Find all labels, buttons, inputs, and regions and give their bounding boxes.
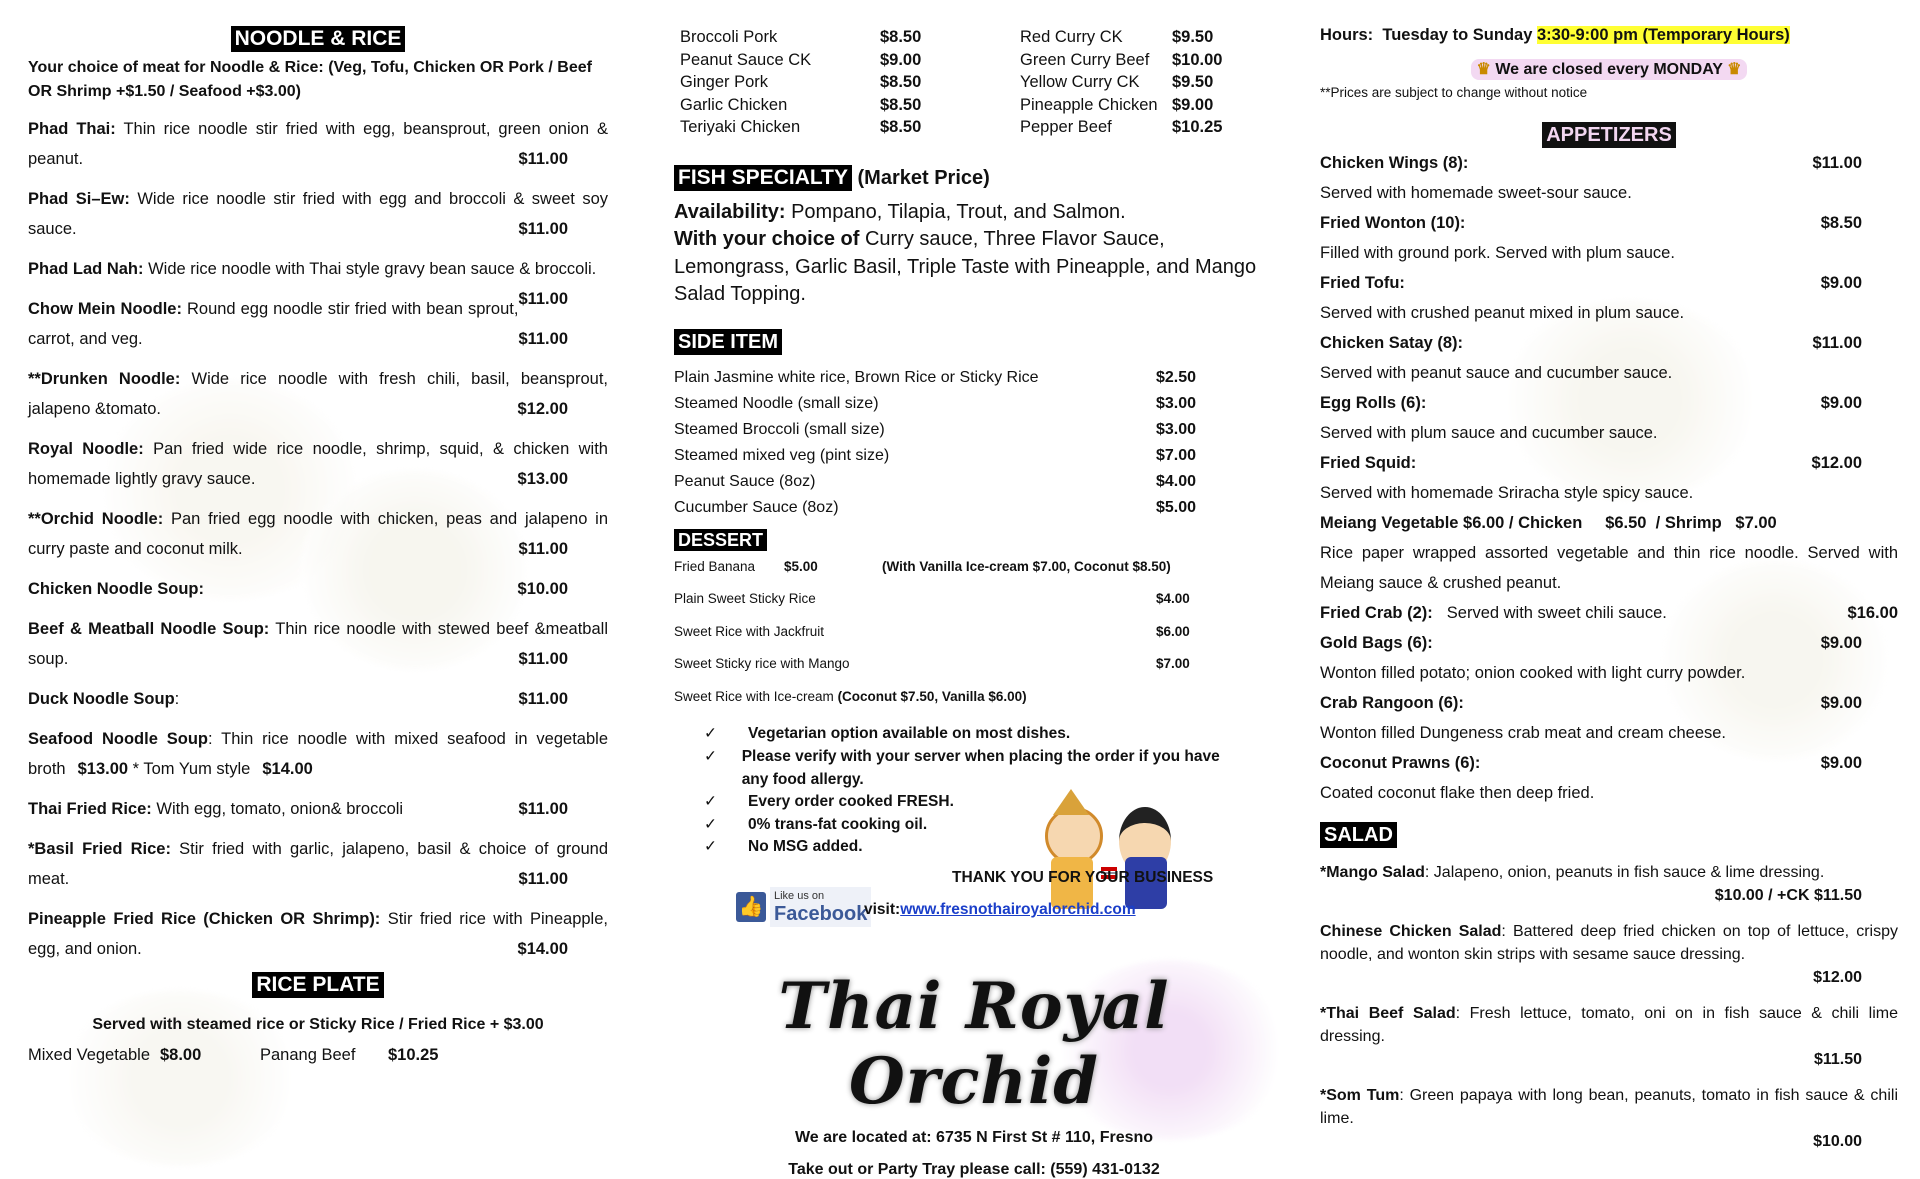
dessert-item [674, 648, 1274, 681]
meiang-name: Meiang Vegetable $6.00 / Chicken $6.50 / Shrimp $7.00 [1320, 514, 1777, 532]
appetizer-price: $12.00 [1811, 454, 1862, 472]
item-name: **Orchid Noodle: [28, 510, 164, 528]
rice-plate-price: $8.50 [880, 28, 922, 46]
facebook-small-label: Like us on [774, 890, 825, 903]
item-desc: Thin rice noodle with stewed beef &meatball soup. [28, 620, 608, 668]
item-desc: Wide rice noodle stir fried with egg and broccoli & sweet soy sauce. [28, 190, 609, 238]
dessert-item [674, 583, 1274, 616]
dessert-fried-banana [674, 551, 1274, 584]
salad-name: *Mango Salad [1320, 864, 1425, 881]
appetizer-price: $9.00 [1820, 694, 1862, 712]
item-name: Chicken Noodle Soup: [28, 580, 205, 598]
dessert-price: $6.00 [1156, 623, 1190, 639]
item-desc: Wide rice noodle with Thai style gravy bean sauce & broccoli. [143, 260, 597, 278]
salad-desc: : Fresh lettuce, tomato, oni on in fish sauce & chili lime dressing. [1320, 1005, 1899, 1045]
note-item [674, 746, 1234, 791]
dessert-items [674, 583, 1274, 681]
rice-plate-price: $9.00 [880, 50, 922, 69]
meat-choice-intro: Your choice of meat for Noodle & Rice: (Veg, Tofu, Chicken OR Pork / Beef OR Shrimp +$1.50 / Seafood +$3.00) [28, 59, 592, 100]
dessert-price: $4.00 [1156, 591, 1190, 607]
salad-desc: : Battered deep fried chicken on top of lettuce, crispy noodle, and wonton skin strips with sesame sauce dressing. [1320, 923, 1899, 963]
item-desc: With egg, tomato, onion& broccoli [151, 800, 404, 818]
facebook-label: Facebook [774, 903, 868, 926]
appetizer-item [1320, 748, 1898, 808]
dessert-name: Sweet Rice with Jackfruit [674, 623, 825, 639]
item-name: Seafood Noodle Soup [28, 730, 208, 748]
noodle-menu-item [28, 574, 608, 604]
dessert-name: Sweet Rice with Ice-cream [674, 688, 838, 704]
noodle-menu-item [28, 364, 608, 424]
prices-note: **Prices are subject to change without notice [1320, 85, 1588, 100]
dessert-name: Plain Sweet Sticky Rice [674, 591, 816, 607]
closed-text: We are closed every MONDAY [1495, 61, 1723, 78]
appetizer-price: $9.00 [1820, 394, 1862, 412]
facebook-badge [770, 887, 871, 927]
salad-price: $11.50 [1813, 1051, 1862, 1068]
item-name: Phad Lad Nah: [28, 260, 144, 278]
item-desc: Round egg noodle stir fried with bean sprout, carrot, and veg. [28, 300, 519, 348]
rice-plate-name: Panang Beef [260, 1046, 356, 1064]
rice-plate-price: $10.00 [1172, 50, 1223, 69]
dessert-item [674, 616, 1274, 649]
item-name: Phad Si–Ew: [28, 190, 130, 208]
appetizer-list-2 [1320, 628, 1898, 808]
side-item-price: $3.00 [1156, 420, 1197, 438]
rice-plate-price: $9.50 [1172, 28, 1214, 46]
fried-crab-row [1320, 598, 1898, 628]
salad-price: $10.00 [1813, 1133, 1862, 1150]
salad-item [1320, 1084, 1898, 1153]
appetizer-desc: Served with peanut sauce and cucumber sauce. [1320, 364, 1673, 382]
appetizer-item [1320, 148, 1898, 208]
appetizer-name: Chicken Wings (8): [1320, 154, 1469, 172]
rice-plate-continued [674, 26, 1274, 139]
item-desc: Stir fried rice with Pineapple, egg, and onion. [28, 910, 608, 958]
thanks-area [674, 859, 1274, 939]
item-desc: Pan fried egg noodle with chicken, peas and jalapeno in curry paste and coconut milk. [28, 510, 608, 558]
rice-plate-right-list [1020, 26, 1222, 139]
salad-item [1320, 861, 1898, 907]
noodle-rice-column [28, 0, 608, 1065]
hours-line [1320, 26, 1898, 45]
check-icon: ✓ [704, 725, 717, 743]
dessert-name: Fried Banana [674, 558, 756, 574]
dessert-header: DESSERT [674, 529, 767, 551]
appetizer-desc: Wonton filled potato; onion cooked with light curry powder. [1320, 664, 1746, 682]
rice-plate-item [1020, 116, 1222, 139]
item-price: $11.00 [518, 290, 568, 308]
rice-plate-name: Pineapple Chicken [1020, 95, 1158, 114]
noodle-menu-item [28, 684, 608, 714]
item-price: $13.00 [517, 470, 568, 488]
side-item-name: Peanut Sauce (8oz) [674, 472, 816, 490]
side-item-price: $3.00 [1156, 394, 1197, 412]
item-price: $11.00 [518, 330, 568, 348]
item-price: $11.00 [518, 650, 568, 668]
salad-item [1320, 920, 1898, 989]
item-extra-price: $14.00 [262, 760, 313, 778]
item-price: $10.00 [517, 580, 568, 598]
appetizer-list [1320, 148, 1898, 508]
salad-item [1320, 1002, 1898, 1071]
noodle-menu-item [28, 184, 608, 244]
note-text: Please verify with your server when placing the order if you have any food allergy. [741, 748, 1220, 788]
item-name: Beef & Meatball Noodle Soup: [28, 620, 270, 638]
thank-you-text: THANK YOU FOR YOUR BUSINESS [952, 869, 1214, 887]
location-text: We are located at: 6735 N First St # 110, Fresno [794, 1129, 1154, 1147]
appetizer-name: Gold Bags (6): [1320, 634, 1433, 652]
salad-name: *Som Tum [1320, 1087, 1400, 1104]
side-item-price: $2.50 [1156, 368, 1197, 386]
check-icon: ✓ [704, 838, 717, 856]
dessert-name: Sweet Sticky rice with Mango [674, 656, 850, 672]
appetizer-price: $8.50 [1820, 214, 1862, 232]
item-name: Chow Mein Noodle: [28, 300, 182, 318]
rice-plate-left-list [674, 26, 1020, 139]
rice-plate-name: Ginger Pork [680, 73, 769, 92]
note-text: Every order cooked FRESH. [748, 793, 954, 811]
rice-plate-item [680, 49, 1020, 72]
rice-plate-price: $8.00 [160, 1046, 202, 1064]
fish-description [674, 199, 1274, 309]
noodle-menu-item [28, 254, 608, 308]
appetizer-item [1320, 628, 1898, 688]
side-item-header: SIDE ITEM [674, 329, 782, 355]
crown-icon: ♛ [1476, 61, 1491, 78]
appetizer-name: Chicken Satay (8): [1320, 334, 1464, 352]
item-extra: * Tom Yum style [128, 760, 251, 778]
dessert-note: (Coconut $7.50, Vanilla $6.00) [837, 688, 1027, 704]
side-item [674, 365, 1274, 391]
item-desc: : Thin rice noodle with mixed seafood in vegetable broth [28, 730, 608, 778]
appetizer-desc: Served with plum sauce and cucumber sauce. [1320, 424, 1658, 442]
appetizer-name: Crab Rangoon (6): [1320, 694, 1464, 712]
rice-plate-item [1020, 71, 1222, 94]
rice-plate-name: Red Curry CK [1020, 28, 1123, 46]
appetizer-name: Coconut Prawns (6): [1320, 754, 1481, 772]
appetizer-name: Egg Rolls (6): [1320, 394, 1427, 412]
item-desc: : [174, 690, 180, 708]
rice-plate-item [680, 71, 1020, 94]
salad-price: $10.00 / +CK $11.50 [1714, 887, 1862, 904]
item-desc: Wide rice noodle with fresh chili, basil, beansprout, jalapeno &tomato. [28, 370, 609, 418]
salad-name: *Thai Beef Salad [1320, 1005, 1456, 1022]
appetizer-price: $9.00 [1820, 274, 1862, 292]
check-icon: ✓ [704, 748, 717, 766]
rice-plate-header: RICE PLATE [252, 972, 383, 998]
note-text: 0% trans-fat cooking oil. [748, 815, 928, 833]
appetizer-name: Fried Wonton (10): [1320, 214, 1466, 232]
noodle-rice-header: NOODLE & RICE [231, 26, 406, 52]
item-price: $12.00 [517, 400, 568, 418]
noodle-menu-item [28, 904, 608, 964]
check-icon: ✓ [704, 815, 717, 833]
side-item-name: Steamed Broccoli (small size) [674, 420, 885, 438]
item-desc: Stir fried with garlic, jalapeno, basil & choice of ground meat. [28, 840, 608, 888]
noodle-item-list [28, 114, 608, 964]
rice-plate-name: Garlic Chicken [680, 95, 788, 114]
item-name: Pineapple Fried Rice (Chicken OR Shrimp): [28, 910, 381, 928]
item-name: Duck Noodle Soup [28, 690, 175, 708]
fish-specialty-header: FISH SPECIALTY [674, 165, 852, 191]
rice-plate-price: $9.00 [1172, 95, 1214, 114]
noodle-menu-item [28, 724, 608, 784]
noodle-menu-item [28, 834, 608, 894]
item-name: Thai Fried Rice: [28, 800, 152, 818]
rice-plate-price: $10.25 [1172, 118, 1223, 137]
item-price: $11.00 [518, 220, 568, 238]
side-item [674, 391, 1274, 417]
appetizer-desc: Served with homemade sweet-sour sauce. [1320, 184, 1632, 202]
rice-plate-name: Green Curry Beef [1020, 50, 1150, 69]
rice-plate-item [1020, 94, 1222, 117]
dessert-price: $5.00 [784, 558, 818, 574]
appetizer-price: $11.00 [1812, 334, 1862, 352]
dessert-price: $7.00 [1156, 656, 1190, 672]
dessert-note: (With Vanilla Ice-cream $7.00, Coconut $8.50) [882, 558, 1171, 574]
side-item-list [674, 365, 1274, 521]
dessert-list [674, 551, 1274, 714]
side-item [674, 417, 1274, 443]
noodle-menu-item [28, 434, 608, 494]
appetizer-item [1320, 208, 1898, 268]
rice-plate-price: $9.50 [1172, 73, 1214, 92]
noodle-menu-item [28, 794, 608, 824]
appetizer-name: Fried Tofu: [1320, 274, 1405, 292]
item-price: $11.00 [518, 150, 568, 168]
salad-name: Chinese Chicken Salad [1320, 923, 1502, 940]
item-name: Royal Noodle: [28, 440, 144, 458]
crab-price: $16.00 [1847, 604, 1898, 622]
appetizer-salad-column [1320, 0, 1898, 1153]
rice-plate-item [680, 26, 1020, 49]
facebook-like-link[interactable] [736, 887, 871, 927]
item-price: $13.00 [77, 760, 129, 778]
item-price: $11.00 [518, 870, 568, 888]
item-name: Phad Thai: [28, 120, 116, 138]
check-icon: ✓ [704, 793, 717, 811]
website-line [864, 901, 1136, 919]
fish-availability: Pompano, Tilapia, Trout, and Salmon. [785, 200, 1126, 223]
restaurant-logo: Thai Royal Orchid [778, 969, 1170, 1120]
appetizer-desc: Coated coconut flake then deep fried. [1320, 784, 1595, 802]
rice-plate-name: Pepper Beef [1020, 118, 1112, 137]
appetizers-header: APPETIZERS [1542, 122, 1676, 148]
side-item [674, 495, 1274, 521]
side-item-price: $7.00 [1156, 446, 1197, 464]
crab-name: Fried Crab (2): [1320, 604, 1433, 622]
appetizer-item [1320, 688, 1898, 748]
side-item-name: Plain Jasmine white rice, Brown Rice or Sticky Rice [674, 368, 1039, 386]
appetizer-item [1320, 268, 1898, 328]
appetizer-price: $9.00 [1820, 754, 1862, 772]
salad-header: SALAD [1320, 822, 1397, 848]
thai-couple-illustration [1029, 797, 1189, 917]
item-price: $14.00 [517, 940, 568, 958]
fish-availability-label: Availability: [674, 200, 786, 223]
item-name: *Basil Fried Rice: [28, 840, 171, 858]
side-item-name: Steamed Noodle (small size) [674, 394, 879, 412]
salad-list [1320, 861, 1898, 1153]
visit-label: visit: [864, 901, 901, 919]
rice-plate-price: $10.25 [388, 1046, 439, 1064]
middle-column [674, 0, 1274, 1179]
salad-desc: : Green papaya with long bean, peanuts, tomato in fish sauce & chili lime. [1320, 1087, 1898, 1127]
phone-text: Take out or Party Tray please call: (559) 431-0132 [788, 1161, 1160, 1179]
item-name: **Drunken Noodle: [28, 370, 181, 388]
side-item-price: $4.00 [1156, 472, 1197, 490]
rice-plate-name: Teriyaki Chicken [680, 118, 801, 137]
website-link[interactable]: www.fresnothairoyalorchid.com [900, 901, 1136, 919]
rice-plate-item [680, 116, 1020, 139]
note-text: Vegetarian option available on most dishes. [748, 725, 1071, 743]
appetizer-item [1320, 328, 1898, 388]
rice-plate-item [1020, 49, 1222, 72]
rice-plate-name: Peanut Sauce CK [680, 50, 812, 69]
appetizer-meiang [1320, 508, 1898, 628]
item-price: $11.00 [518, 800, 568, 818]
rice-plate-name: Broccoli Pork [680, 28, 778, 46]
fish-choice: Curry sauce, Three Flavor Sauce, Lemongrass, Garlic Basil, Triple Taste with Pineapple, and Mango Salad Topping. [674, 228, 1257, 306]
appetizer-price: $11.00 [1812, 154, 1862, 172]
fish-choice-label: With your choice of [674, 228, 860, 251]
rice-plate-note: Served with steamed rice or Sticky Rice / Fried Rice + $3.00 [92, 1016, 544, 1033]
rice-plate-name: Yellow Curry CK [1020, 73, 1140, 92]
hours-highlight: 3:30-9:00 pm (Temporary Hours) [1536, 26, 1790, 44]
hours-label: Hours: Tuesday to Sunday [1320, 26, 1537, 44]
fish-market-price: (Market Price) [851, 166, 990, 189]
dessert-icecream [674, 681, 1274, 714]
noodle-menu-item [28, 114, 608, 174]
rice-plate-name: Mixed Vegetable [28, 1046, 151, 1064]
side-item [674, 443, 1274, 469]
note-item [674, 723, 1234, 746]
item-desc: Pan fried wide rice noodle, shrimp, squid, & chicken with homemade lightly gravy sauce. [28, 440, 608, 488]
appetizer-name: Fried Squid: [1320, 454, 1417, 472]
item-price: $11.00 [518, 540, 568, 558]
appetizer-desc: Served with crushed peanut mixed in plum sauce. [1320, 304, 1685, 322]
appetizer-price: $9.00 [1820, 634, 1862, 652]
salad-price: $12.00 [1813, 969, 1862, 986]
note-text: No MSG added. [748, 838, 863, 856]
crown-icon: ♛ [1727, 61, 1742, 78]
side-item [674, 469, 1274, 495]
thumbs-up-icon: 👍 [736, 892, 766, 922]
appetizer-desc: Served with homemade Sriracha style spicy sauce. [1320, 484, 1694, 502]
item-price: $11.00 [518, 690, 568, 708]
rice-plate-item [680, 94, 1020, 117]
appetizer-desc: Wonton filled Dungeness crab meat and cream cheese. [1320, 724, 1727, 742]
appetizer-desc: Filled with ground pork. Served with plum sauce. [1320, 244, 1675, 262]
rice-plate-price: $8.50 [880, 95, 922, 114]
side-item-name: Steamed mixed veg (pint size) [674, 446, 890, 464]
closed-notice [1320, 59, 1898, 79]
appetizer-item [1320, 388, 1898, 448]
noodle-menu-item [28, 614, 608, 674]
rice-plate-item [1020, 26, 1222, 49]
salad-desc: : Jalapeno, onion, peanuts in fish sauce & lime dressing. [1424, 864, 1825, 881]
side-item-price: $5.00 [1156, 498, 1197, 516]
rice-plate-first-row [28, 1046, 608, 1065]
rice-plate-price: $8.50 [880, 118, 922, 137]
rice-plate-price: $8.50 [880, 73, 922, 92]
appetizer-item [1320, 448, 1898, 508]
noodle-menu-item [28, 504, 608, 564]
crab-desc: Served with sweet chili sauce. [1446, 604, 1667, 622]
item-desc: Thin rice noodle stir fried with egg, beansprout, green onion & peanut. [28, 120, 608, 168]
side-item-name: Cucumber Sauce (8oz) [674, 498, 839, 516]
meiang-desc: Rice paper wrapped assorted vegetable and thin rice noodle. Served with Meiang sauce & crushed peanut. [1320, 544, 1898, 592]
